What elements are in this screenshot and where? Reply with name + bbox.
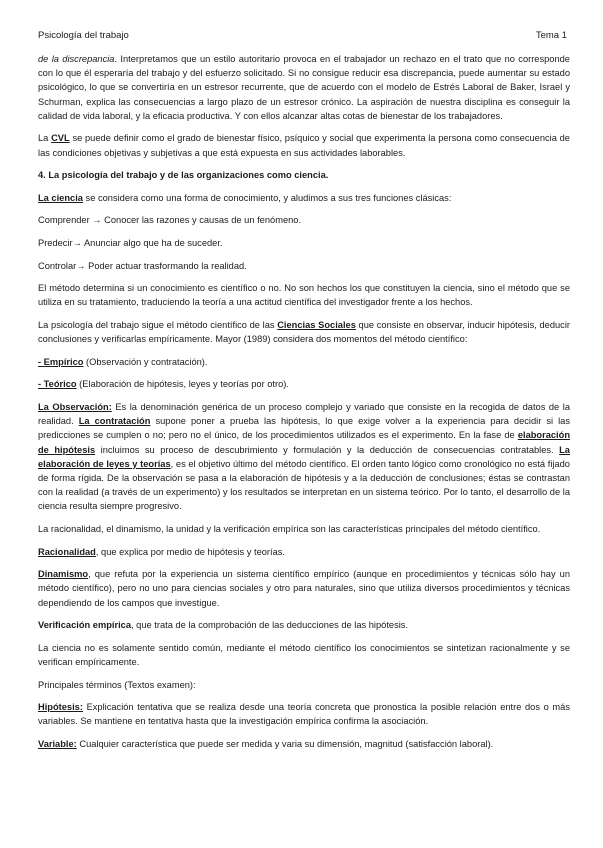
- paragraph-sentido-comun: La ciencia no es solamente sentido común, mediante el método científico los conocimientos se sintetizan racionalmente y se verifican empíricamente.: [38, 642, 570, 667]
- paragraph-ciencia: [38, 191, 570, 205]
- paragraph-text: se considera como una forma de conocimiento, y aludimos a sus tres funciones clásicas:: [82, 192, 452, 203]
- paragraph-verificacion: [38, 618, 570, 632]
- paragraph-dinamismo: [38, 567, 570, 610]
- paragraph-metodo: El método determina si un conocimiento es científico o no. No son hechos los que constituyen la ciencia, sino el método que se utiliza en su tratamiento, traduciendo la teoría a una actitud científica del investigador frente a los hechos.: [38, 283, 570, 308]
- paragraph-terminos: Principales términos (Textos examen):: [38, 679, 196, 690]
- paragraph-text: Explicación tentativa que se realiza desde una teoría concreta que pronostica la posible relación entre dos o más variables. Se mantiene en tentativa hasta que la investigación empírica confirma la asociación.: [38, 702, 570, 727]
- function-predecir: Predecir→ Anunciar algo que ha de suceder.: [38, 237, 223, 248]
- paragraph-text: se puede definir como el grado de bienestar físico, psíquico y social que experimenta la persona como consecuencia de las condiciones objetivas y subjetivas a que está expuesta en sus actividades laborables.: [38, 133, 570, 158]
- term-elaboracion-hipotesis: elaboración de hipótesis: [38, 430, 570, 455]
- term-contratacion: La contratación: [78, 416, 151, 427]
- paragraph-text: La psicología del trabajo sigue el método científico de las: [38, 319, 278, 330]
- term-racionalidad: Racionalidad: [38, 546, 96, 557]
- paragraph-discrepancy: [38, 52, 570, 123]
- term-teorico: - Teórico: [38, 379, 77, 390]
- paragraph-text: Cualquier característica que puede ser medida y varia su dimensión, magnitud (satisfacción laboral).: [76, 738, 494, 749]
- term-dinamismo: Dinamismo: [38, 569, 89, 580]
- term-hipotesis: Hipótesis:: [38, 702, 83, 713]
- paragraph-racionalidad: [38, 545, 570, 559]
- term-empirico: - Empírico: [38, 356, 84, 367]
- document-body: [38, 52, 570, 760]
- paragraph-cvl: [38, 131, 570, 159]
- term-observacion: La Observación:: [38, 401, 112, 412]
- section-heading-4: 4. La psicología del trabajo y de las organizaciones como ciencia.: [38, 170, 329, 181]
- paragraph-text: (Elaboración de hipótesis, leyes y teorías por otro).: [76, 379, 289, 390]
- function-comprender: Comprender → Conocer las razones y causas de un fenómeno.: [38, 215, 302, 226]
- term-ciencia: La ciencia: [38, 192, 83, 203]
- paragraph-text: , que trata de la comprobación de las deducciones de las hipótesis.: [131, 620, 409, 631]
- moment-teorico: [38, 377, 570, 391]
- paragraph-text: que consiste en observar, inducir hipótesis, deducir conclusiones y verificarlas empíricamente. Mayor (1989) considera dos momentos del método científico:: [38, 319, 570, 345]
- function-controlar: Controlar→ Poder actuar trasformando la realidad.: [38, 260, 247, 271]
- paragraph-caracteristicas: La racionalidad, el dinamismo, la unidad y la verificación empírica son las características principales del método científico.: [38, 523, 541, 534]
- moment-empirico: [38, 355, 570, 369]
- term-ciencias-sociales: Ciencias Sociales: [277, 319, 356, 330]
- paragraph-text: , es el objetivo último del método científico. El orden tanto lógico como cronológico no está fijado de forma rígida. De la observación se pasa a la elaboración de hipótesis y a la deducción de conclusiones; éstas se contrastan con la realidad (a través de un experimento) y los resultados se interpretan en un sistema teórico. Por lo tanto, el desarrollo de la ciencia resulta siempre progresivo.: [38, 458, 570, 512]
- header-topic: Tema 1: [535, 30, 567, 41]
- paragraph-ciencias-sociales: [38, 318, 570, 346]
- paragraph-observacion: [38, 400, 570, 514]
- paragraph-text: Es la denominación genérica de un proceso complejo y variado que consiste en la recogida de datos de la realidad.: [38, 401, 570, 427]
- term-variable: Variable:: [38, 738, 77, 749]
- term-leyes-teorias: La elaboración de leyes y teorías: [38, 444, 570, 469]
- paragraph-text: (Observación y contratación).: [83, 356, 208, 367]
- term-cvl: CVL: [51, 133, 70, 144]
- header-subject: Psicología del trabajo: [38, 30, 129, 41]
- paragraph-text: La: [38, 133, 52, 144]
- paragraph-text: , que explica por medio de hipótesis y teorías.: [95, 546, 286, 557]
- paragraph-text: incluimos su proceso de descubrimiento y formulación y la deducción de consecuencias contratables.: [95, 444, 560, 455]
- paragraph-text: . Interpretamos que un estilo autoritario provoca en el trabajador un rechazo en el trato que no corresponde con lo que él esperaría del trabajo y del esfuerzo solicitado. Si no consigue reducir esa discrepancia, puede aumentar su estado psicológico, lo que se convertiría en un estresor recurrente, que de acuerdo con el modelo de Estrés Laboral de Baker, Israel y Schurman, explica las consecuencias a largo plazo de un estresor crónico. La aspiración de nuestra disciplina es conseguir la calidad de vida laboral, y la eficacia productiva. Y con ellos alcanzar altas cotas de bienestar de los trabajadores.: [38, 54, 570, 121]
- paragraph-hipotesis: [38, 700, 570, 728]
- paragraph-text: supone poner a prueba las hipótesis, lo que exige volver a la experiencia para decidir si las predicciones se cumplen o no; pero no el único, de los procedimientos utilizados es el experimento. En la fase de: [38, 416, 570, 441]
- italic-term: de la discrepancia: [38, 54, 115, 64]
- paragraph-variable: [38, 737, 570, 751]
- paragraph-text: , que refuta por la experiencia un sistema científico empírico (aunque en procedimientos y técnicas sólo hay un método científico), pero no uno para ciencias sociales y otro para naturales, sino que utiliza diversos procedimientos y técnicas dependiendo de los campos que investigue.: [38, 569, 570, 608]
- term-verificacion: Verificación empírica: [38, 620, 132, 631]
